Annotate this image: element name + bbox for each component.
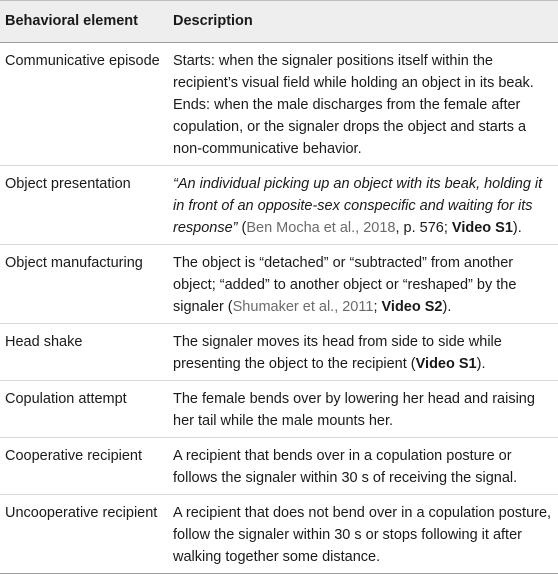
row-term: Object manufacturing [5, 255, 143, 271]
video-link[interactable]: Video S2 [381, 299, 443, 315]
description-text: ). [442, 299, 452, 315]
quote-text: “An individual picking up an object with its beak, holding it in front of an opposite-sex conspecific and waiting for its response” [173, 176, 543, 236]
row-description [173, 495, 553, 573]
description-text: ( [237, 220, 247, 236]
citation-link[interactable]: Shumaker et al., 2011 [232, 299, 374, 315]
table-row [0, 245, 558, 324]
table-row [0, 166, 558, 245]
row-description [173, 245, 553, 323]
row-description [173, 166, 553, 244]
row-description [173, 324, 553, 380]
description-text: , p. 576; [395, 220, 452, 236]
description-text: ). [476, 356, 486, 372]
video-link[interactable]: Video S1 [415, 356, 477, 372]
description-text: ; [373, 299, 382, 315]
video-link[interactable]: Video S1 [451, 220, 513, 236]
table-row [0, 381, 558, 438]
table-row [0, 324, 558, 381]
row-term: Cooperative recipient [5, 448, 143, 464]
description-text: The female bends over by lowering her head and raising her tail while the male mounts her. [173, 391, 535, 429]
table-row [0, 43, 558, 166]
description-text: Starts: when the signaler positions itself within the recipient’s visual field while holding an object in its beak. Ends: when the male discharges from the female after copulation, or the signaler drops the object and starts a non-communicative behavior. [173, 53, 534, 157]
description-text: A recipient that does not bend over in a copulation posture, follow the signaler within 30 s or stops following it after walking together some distance. [173, 505, 552, 565]
header-description: Description [173, 13, 253, 29]
citation-link[interactable]: Ben Mocha et al., 2018 [246, 220, 396, 236]
description-text: The signaler moves its head from side to side while presenting the object to the recipient ( [173, 334, 502, 372]
description-text: The object is “detached” or “subtracted” from another object; “added” to another object or “reshaped” by the signaler ( [173, 255, 517, 315]
table-header [0, 0, 558, 43]
table-row [0, 495, 558, 574]
row-term: Uncooperative recipient [5, 505, 158, 521]
row-description [173, 438, 553, 494]
header-behavioral-element: Behavioral element [5, 13, 138, 29]
description-text: A recipient that bends over in a copulation posture or follows the signaler within 30 s of receiving the signal. [173, 448, 518, 486]
row-description [173, 43, 553, 165]
row-term: Copulation attempt [5, 391, 127, 407]
row-description [173, 381, 553, 437]
description-text: ). [512, 220, 522, 236]
table-row [0, 438, 558, 495]
row-term: Object presentation [5, 176, 131, 192]
row-term: Head shake [5, 334, 83, 350]
row-term: Communicative episode [5, 53, 160, 69]
